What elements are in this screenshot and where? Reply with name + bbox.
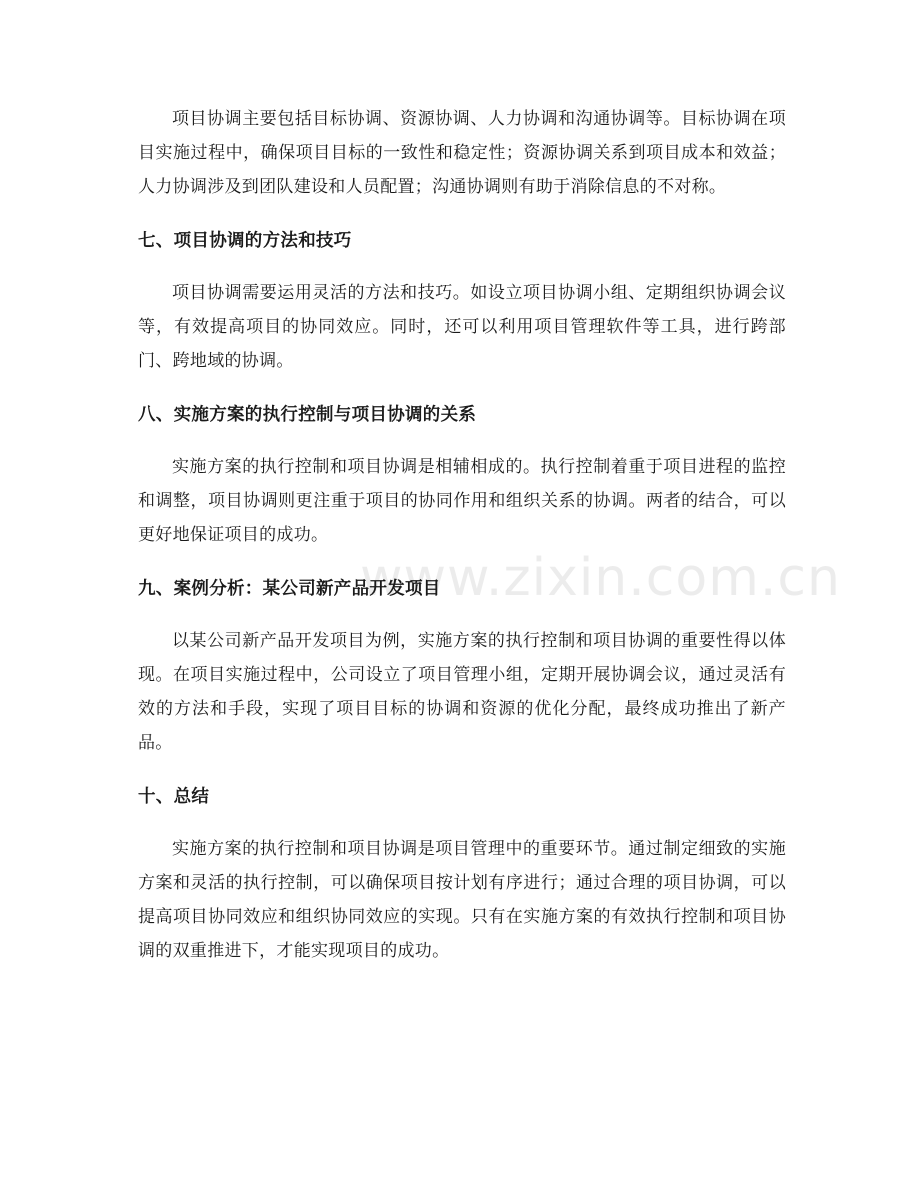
section-heading-9: 九、案例分析：某公司新产品开发项目: [138, 579, 441, 599]
section-heading-10: 十、总结: [138, 787, 210, 807]
paragraph-summary: 实施方案的执行控制和项目协调是项目管理中的重要环节。通过制定细致的实施方案和灵活的执行控制，可以确保项目按计划有序进行；通过合理的项目协调，可以提高项目协同效应和组织协同效应的实现。只有在实施方案的有效执行控制和项目协调的双重推进下，才能实现项目的成功。: [138, 839, 786, 961]
watermark-text: www.zixin.com.cn: [360, 548, 841, 608]
section-heading-7: 七、项目协调的方法和技巧: [138, 231, 352, 251]
paragraph-relationship: 实施方案的执行控制和项目协调是相辅相成的。执行控制着重于项目进程的监控和调整，项目协调则更注重于项目的协同作用和组织关系的协调。两者的结合，可以更好地保证项目的成功。: [138, 457, 786, 545]
paragraph-methods: 项目协调需要运用灵活的方法和技巧。如设立项目协调小组、定期组织协调会议等，有效提高项目的协同效应。同时，还可以利用项目管理软件等工具，进行跨部门、跨地域的协调。: [138, 283, 786, 371]
document-body: [138, 102, 786, 968]
paragraph-case-study: 以某公司新产品开发项目为例，实施方案的执行控制和项目协调的重要性得以体现。在项目实施过程中，公司设立了项目管理小组，定期开展协调会议，通过灵活有效的方法和手段，实现了项目目标的协调和资源的优化分配，最终成功推出了新产品。: [138, 631, 786, 753]
section-heading-8: 八、实施方案的执行控制与项目协调的关系: [138, 405, 477, 425]
paragraph-resource-coordination: 项目协调主要包括目标协调、资源协调、人力协调和沟通协调等。目标协调在项目实施过程中，确保项目目标的一致性和稳定性；资源协调关系到项目成本和效益；人力协调涉及到团队建设和人员配置；沟通协调则有助于消除信息的不对称。: [138, 109, 786, 197]
